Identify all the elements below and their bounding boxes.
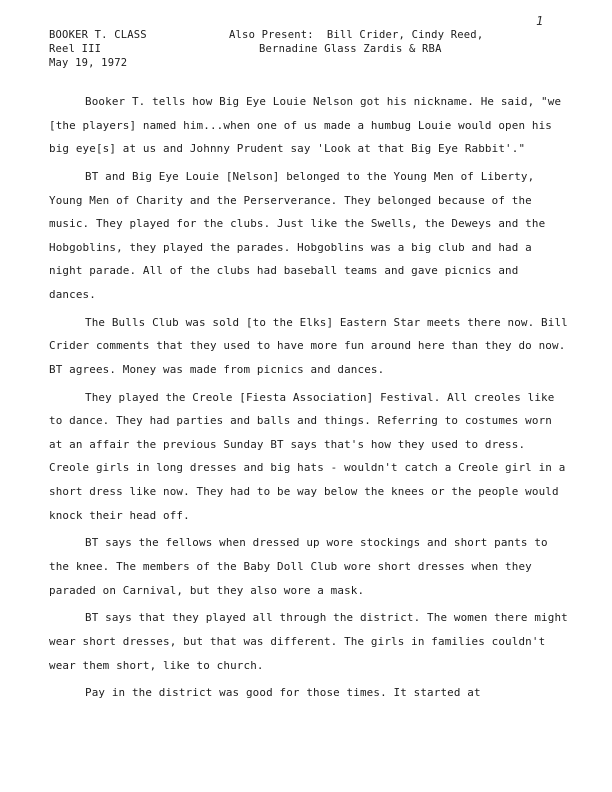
paragraph-4: They played the Creole [Fiesta Association] Festival. All creoles like to dance. They had parties and balls and things. Referring to costumes worn at an affair the previous Sunday BT says that's how they used to dress. Creole girls in long dresses and big hats - wouldn't catch a Creole girl in a short dress like now. They had to be way below the knees or the people would knock their head off. — [49, 390, 566, 522]
paragraph-6: BT says that they played all through the district. The women there might wear short dresses, but that was different. The girls in families couldn't wear them short, like to church. — [49, 611, 568, 672]
paragraph-1: Booker T. tells how Big Eye Louie Nelson got his nickname. He said, "we [the players] named him...when one of us made a humbug Louie would open his big eye[s] at us and Johnny Prudent say 'Look at that Big Eye Rabbit'." — [49, 95, 562, 156]
paragraph-7: Pay in the district was good for those times. It started at — [85, 686, 481, 700]
page-number: 1 — [536, 14, 544, 28]
header-present-line1: Also Present: Bill Crider, Cindy Reed, — [229, 29, 484, 41]
paragraph-5: BT says the fellows when dressed up wore stockings and short pants to the knee. The members of the Baby Doll Club wore short dresses when they paraded on Carnival, but they also wore a mask. — [49, 536, 548, 597]
paragraph-3: The Bulls Club was sold [to the Elks] Eastern Star meets there now. Bill Crider comments that they used to have more fun around here than they do now. BT agrees. Money was made from picnics and dances. — [49, 315, 568, 376]
paragraph-2: BT and Big Eye Louie [Nelson] belonged to the Young Men of Liberty, Young Men of Charity and the Perserverance. They belonged because of the music. They played for the clubs. Just like the Swells, the Deweys and the Hobgoblins, they played the parades. Hobgoblins was a big club and had a night parade. All of the clubs had baseball teams and gave picnics and dances. — [49, 169, 546, 301]
header-date: May 19, 1972 — [49, 57, 128, 69]
header-present-line2: Bernadine Glass Zardis & RBA — [259, 43, 442, 55]
header-right — [229, 28, 483, 56]
header-reel: Reel III — [49, 43, 102, 55]
transcript-body — [49, 90, 569, 709]
header-name: BOOKER T. CLASS — [49, 29, 147, 41]
header-left — [49, 28, 147, 70]
